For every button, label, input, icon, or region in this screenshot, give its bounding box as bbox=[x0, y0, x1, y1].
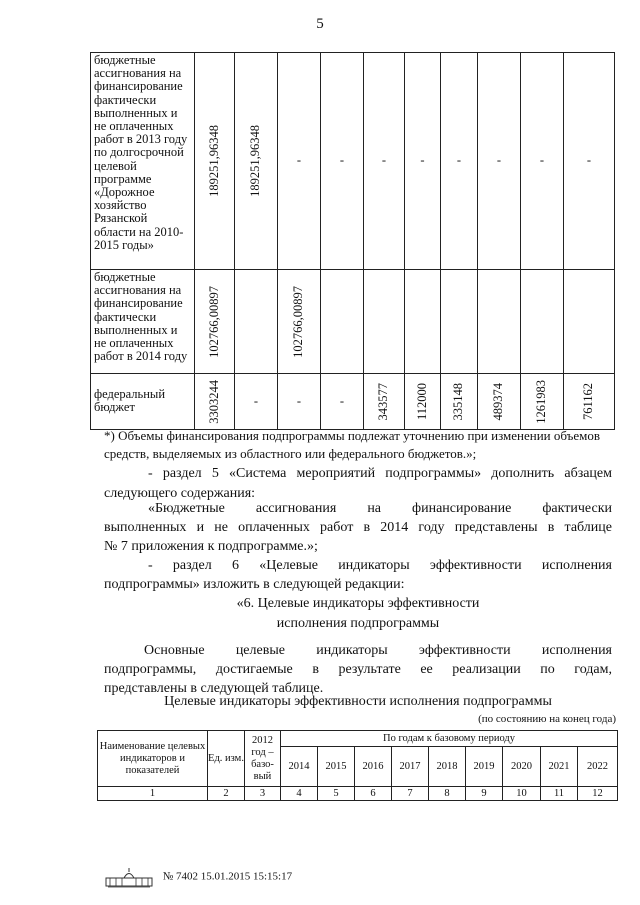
paragraph-line: - раздел 5 «Система мероприятий подпрограммы» дополнить абзацем bbox=[148, 466, 612, 481]
footer-registration: № 7402 15.01.2015 15:15:17 bbox=[162, 870, 293, 883]
paragraph-line: представлены в следующей таблице. bbox=[104, 681, 324, 696]
table-cell bbox=[364, 270, 405, 374]
header-year: 2021 bbox=[541, 747, 578, 787]
table-caption: Целевые индикаторы эффективности исполнения подпрограммы bbox=[164, 694, 552, 709]
table-note: (по состоянию на конец года) bbox=[478, 713, 616, 725]
footnote: *) Объемы финансирования подпрограммы подлежат уточнению при изменении объемов средств, выделяемых из областного или федерального бюджетов.»; bbox=[104, 428, 601, 461]
paragraph-line: - раздел 6 «Целевые индикаторы эффективности исполнения bbox=[148, 558, 612, 573]
table-cell: 489374 bbox=[491, 382, 506, 421]
header-year: 2020 bbox=[503, 747, 541, 787]
column-number: 12 bbox=[578, 787, 618, 801]
table-cell: - bbox=[321, 374, 364, 430]
table-row bbox=[91, 374, 615, 430]
column-number: 9 bbox=[466, 787, 503, 801]
table-cell: 102766,00897 bbox=[206, 285, 221, 358]
section-title: исполнения подпрограммы bbox=[276, 616, 440, 631]
table-cell: - bbox=[278, 53, 321, 270]
section-title: «6. Целевые индикаторы эффективности bbox=[236, 596, 480, 611]
table-cell: - bbox=[521, 53, 564, 270]
table-cell bbox=[405, 270, 441, 374]
header-unit: Ед. изм. bbox=[208, 731, 245, 787]
paragraph-line: выполненных и не оплаченных работ в 2014 году представлены в таблице bbox=[104, 520, 612, 535]
table-cell: 761162 bbox=[581, 382, 596, 421]
column-number: 5 bbox=[318, 787, 355, 801]
column-number: 2 bbox=[208, 787, 245, 801]
table-cell: - bbox=[405, 53, 441, 270]
government-seal-icon bbox=[104, 866, 154, 888]
column-number: 6 bbox=[355, 787, 392, 801]
financing-table bbox=[90, 52, 615, 430]
header-period: По годам к базовому периоду bbox=[281, 731, 618, 747]
page-number: 5 bbox=[316, 16, 324, 32]
table-cell bbox=[521, 270, 564, 374]
column-number: 3 bbox=[245, 787, 281, 801]
table-cell: 189251,96348 bbox=[206, 125, 221, 197]
table-cell bbox=[235, 270, 278, 374]
document-footer bbox=[104, 866, 292, 888]
table-cell: 102766,00897 bbox=[291, 285, 306, 358]
header-year: 2022 bbox=[578, 747, 618, 787]
column-number: 10 bbox=[503, 787, 541, 801]
column-number: 7 bbox=[392, 787, 429, 801]
table-cell: - bbox=[321, 53, 364, 270]
table-cell: 112000 bbox=[414, 382, 429, 421]
header-name: Наименование целевых индикаторов и показателей bbox=[98, 731, 208, 787]
table-cell: - bbox=[364, 53, 405, 270]
column-number: 11 bbox=[541, 787, 578, 801]
table-cell bbox=[441, 270, 478, 374]
paragraph-line: Основные целевые индикаторы эффективности исполнения bbox=[144, 643, 612, 658]
table-cell bbox=[478, 270, 521, 374]
header-year: 2017 bbox=[392, 747, 429, 787]
header-year: 2014 bbox=[281, 747, 318, 787]
table-cell bbox=[564, 270, 615, 374]
table-cell: - bbox=[564, 53, 615, 270]
header-year: 2015 bbox=[318, 747, 355, 787]
row-label: федеральный бюджет bbox=[91, 374, 195, 430]
column-number: 8 bbox=[429, 787, 466, 801]
table-cell: 189251,96348 bbox=[248, 125, 263, 197]
table-cell: - bbox=[441, 53, 478, 270]
table-cell: - bbox=[235, 374, 278, 430]
table-cell: 3303244 bbox=[206, 379, 221, 424]
paragraph-line: подпрограммы, достигаемые в результате ее реализации по годам, bbox=[104, 662, 612, 677]
header-year: 2018 bbox=[429, 747, 466, 787]
header-year: 2019 bbox=[466, 747, 503, 787]
row-label: бюджетные ассигнования на финансирование фактически выполненных и не оплаченных работ в 2014 году bbox=[91, 270, 195, 374]
paragraph-line: «Бюджетные ассигнования на финансирование фактически bbox=[148, 501, 612, 516]
paragraph-line: № 7 приложения к подпрограмме.»; bbox=[104, 539, 318, 554]
table-cell: - bbox=[278, 374, 321, 430]
paragraph-line: подпрограммы» изложить в следующей редакции: bbox=[104, 577, 405, 592]
column-number: 1 bbox=[98, 787, 208, 801]
table-cell: 1261983 bbox=[534, 379, 549, 424]
header-year: 2016 bbox=[355, 747, 392, 787]
indicators-table bbox=[97, 730, 618, 801]
header-base-year: 2012 год – базо- вый bbox=[245, 731, 281, 787]
table-cell: 335148 bbox=[451, 382, 466, 421]
column-number: 4 bbox=[281, 787, 318, 801]
table-cell: - bbox=[478, 53, 521, 270]
table-row bbox=[91, 270, 615, 374]
table-cell bbox=[321, 270, 364, 374]
row-label: бюджетные ассигнования на финансирование фактически выполненных и не оплаченных работ в 2013 году по долгосрочной целевой программе «Дорожное хозяйство Рязанской области на 2010-2015 годы» bbox=[91, 53, 195, 270]
table-cell: 343577 bbox=[376, 382, 391, 421]
paragraph-line: следующего содержания: bbox=[104, 486, 256, 501]
table-row bbox=[91, 53, 615, 270]
